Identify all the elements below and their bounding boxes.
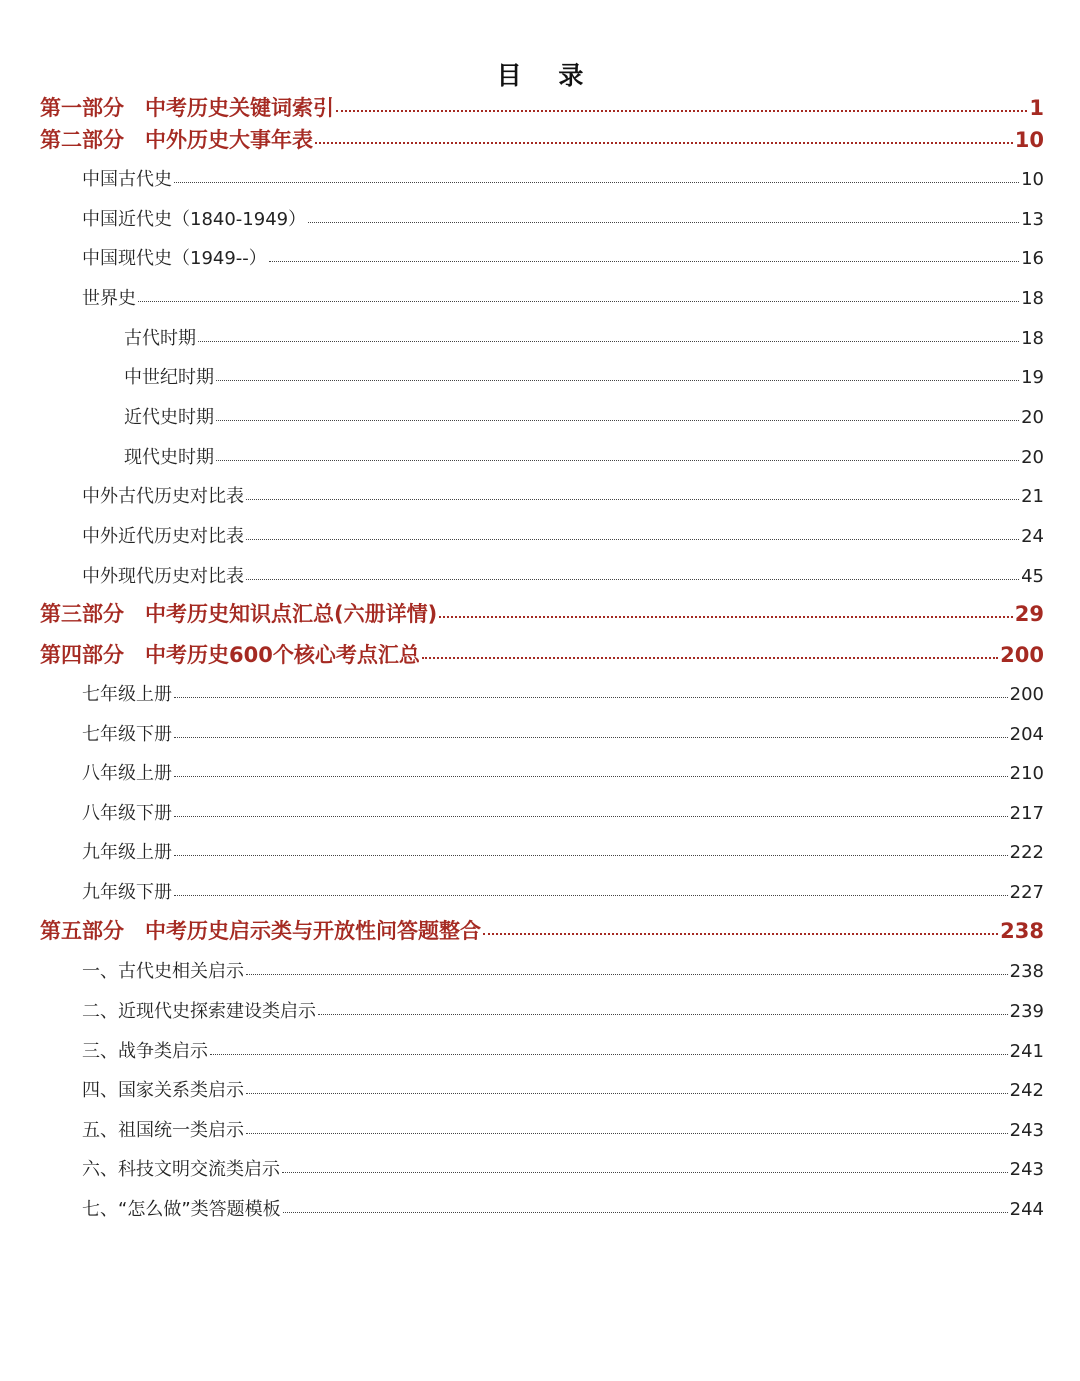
- toc-page-number: 222: [1009, 842, 1044, 863]
- toc-subitem[interactable]: [124, 443, 1044, 469]
- toc-item-label: 近代史时期: [124, 407, 214, 428]
- toc-page-number: 243: [1009, 1159, 1044, 1180]
- dot-leader: [315, 126, 1013, 147]
- toc-item[interactable]: [82, 284, 1044, 310]
- toc-item-label: 中国现代史（1949--）: [82, 248, 267, 269]
- toc-item[interactable]: [82, 1155, 1044, 1181]
- dot-leader: [210, 1039, 1008, 1057]
- dot-leader: [246, 959, 1008, 977]
- toc-item-label: 古代时期: [124, 328, 196, 349]
- dot-leader: [138, 286, 1019, 304]
- toc-item[interactable]: [82, 759, 1044, 785]
- toc-part-3[interactable]: [40, 598, 1044, 628]
- toc-item[interactable]: [82, 1076, 1044, 1102]
- dot-leader: [174, 840, 1008, 858]
- toc-page-number: 21: [1021, 486, 1044, 507]
- toc-item-label: 中外现代历史对比表: [82, 566, 244, 587]
- toc-item-label: 九年级上册: [82, 842, 172, 863]
- toc-item[interactable]: [82, 522, 1044, 548]
- dot-leader: [246, 484, 1019, 502]
- toc-part-5[interactable]: [40, 915, 1044, 945]
- dot-leader: [422, 641, 998, 662]
- dot-leader: [216, 445, 1019, 463]
- toc-item[interactable]: [82, 562, 1044, 588]
- toc-page-number: 1: [1029, 96, 1044, 120]
- dot-leader: [174, 880, 1008, 898]
- toc-item-label: 七年级下册: [82, 724, 172, 745]
- toc-item[interactable]: [82, 838, 1044, 864]
- toc-page-number: 20: [1021, 407, 1044, 428]
- toc-part-label: 第四部分 中考历史600个核心考点汇总: [40, 643, 420, 667]
- dot-leader: [483, 917, 998, 938]
- toc-item-label: 六、科技文明交流类启示: [82, 1159, 280, 1180]
- toc-item[interactable]: [82, 1116, 1044, 1142]
- toc-page-number: 29: [1014, 602, 1044, 626]
- toc-item[interactable]: [82, 680, 1044, 706]
- toc-item[interactable]: [82, 244, 1044, 270]
- toc-page-number: 242: [1009, 1080, 1044, 1101]
- toc-subitem[interactable]: [124, 363, 1044, 389]
- page-title: 目 录: [496, 61, 598, 90]
- dot-leader: [318, 999, 1008, 1017]
- toc-page-number: 10: [1014, 128, 1044, 152]
- toc-item-label: 八年级下册: [82, 803, 172, 824]
- toc-part-2[interactable]: [40, 124, 1044, 154]
- dot-leader: [198, 326, 1019, 344]
- toc-part-label: 第三部分 中考历史知识点汇总(六册详情): [40, 602, 438, 626]
- toc-page-number: 13: [1021, 209, 1044, 230]
- toc-page-number: 18: [1021, 288, 1044, 309]
- toc-page-number: 10: [1021, 169, 1044, 190]
- toc-page-number: 200: [1009, 684, 1044, 705]
- toc-item[interactable]: [82, 165, 1044, 191]
- toc-page-number: 16: [1021, 248, 1044, 269]
- toc-item-label: 中外近代历史对比表: [82, 526, 244, 547]
- toc-item[interactable]: [82, 1037, 1044, 1063]
- toc-item-label: 九年级下册: [82, 882, 172, 903]
- toc-item-label: 现代史时期: [124, 447, 214, 468]
- toc-page-number: 238: [1009, 961, 1044, 982]
- dot-leader: [174, 801, 1008, 819]
- dot-leader: [246, 1078, 1008, 1096]
- toc-page-number: 45: [1021, 566, 1044, 587]
- toc-item[interactable]: [82, 1195, 1044, 1221]
- dot-leader: [174, 167, 1019, 185]
- dot-leader: [174, 761, 1008, 779]
- toc-page-number: 241: [1009, 1041, 1044, 1062]
- dot-leader: [282, 1157, 1008, 1175]
- toc-item-label: 八年级上册: [82, 763, 172, 784]
- toc-item[interactable]: [82, 482, 1044, 508]
- dot-leader: [246, 564, 1019, 582]
- dot-leader: [269, 246, 1019, 264]
- toc-page-number: 19: [1021, 367, 1044, 388]
- toc-item-label: 三、战争类启示: [82, 1041, 208, 1062]
- toc-item-label: 七、“怎么做”类答题模板: [82, 1199, 281, 1220]
- toc-item[interactable]: [82, 997, 1044, 1023]
- toc-page-number: 217: [1009, 803, 1044, 824]
- toc-part-label: 第二部分 中外历史大事年表: [40, 128, 313, 152]
- toc-page-number: 238: [1000, 919, 1044, 943]
- toc-part-label: 第一部分 中考历史关键词索引: [40, 96, 334, 120]
- toc-item[interactable]: [82, 957, 1044, 983]
- toc-item-label: 七年级上册: [82, 684, 172, 705]
- toc-item[interactable]: [82, 720, 1044, 746]
- dot-leader: [174, 682, 1008, 700]
- toc-part-1[interactable]: [40, 92, 1044, 122]
- toc-item-label: 五、祖国统一类启示: [82, 1120, 244, 1141]
- toc-item-label: 四、国家关系类启示: [82, 1080, 244, 1101]
- toc-item[interactable]: [82, 878, 1044, 904]
- toc-page-number: 227: [1009, 882, 1044, 903]
- dot-leader: [216, 405, 1019, 423]
- toc-part-4[interactable]: [40, 639, 1044, 669]
- toc-page-number: 200: [1000, 643, 1044, 667]
- dot-leader: [283, 1197, 1008, 1215]
- toc-subitem[interactable]: [124, 403, 1044, 429]
- toc-page-number: 244: [1009, 1199, 1044, 1220]
- dot-leader: [308, 207, 1019, 225]
- toc-item-label: 中国古代史: [82, 169, 172, 190]
- dot-leader: [336, 94, 1027, 115]
- toc-item-label: 一、古代史相关启示: [82, 961, 244, 982]
- toc-item-label: 世界史: [82, 288, 136, 309]
- toc-page-number: 20: [1021, 447, 1044, 468]
- toc-page-number: 18: [1021, 328, 1044, 349]
- dot-leader: [439, 600, 1013, 621]
- toc-page-number: 204: [1009, 724, 1044, 745]
- toc-item[interactable]: [82, 799, 1044, 825]
- toc-item-label: 中世纪时期: [124, 367, 214, 388]
- dot-leader: [174, 722, 1008, 740]
- toc-page-number: 239: [1009, 1001, 1044, 1022]
- dot-leader: [246, 524, 1019, 542]
- toc-item-label: 二、近现代史探索建设类启示: [82, 1001, 316, 1022]
- toc-part-label: 第五部分 中考历史启示类与开放性问答题整合: [40, 919, 481, 943]
- toc-page-number: 210: [1009, 763, 1044, 784]
- toc-page-number: 24: [1021, 526, 1044, 547]
- toc-page-number: 243: [1009, 1120, 1044, 1141]
- toc-item[interactable]: [82, 205, 1044, 231]
- dot-leader: [216, 365, 1019, 383]
- toc-item-label: 中外古代历史对比表: [82, 486, 244, 507]
- toc-subitem[interactable]: [124, 324, 1044, 350]
- dot-leader: [246, 1118, 1008, 1136]
- toc-item-label: 中国近代史（1840-1949）: [82, 209, 307, 230]
